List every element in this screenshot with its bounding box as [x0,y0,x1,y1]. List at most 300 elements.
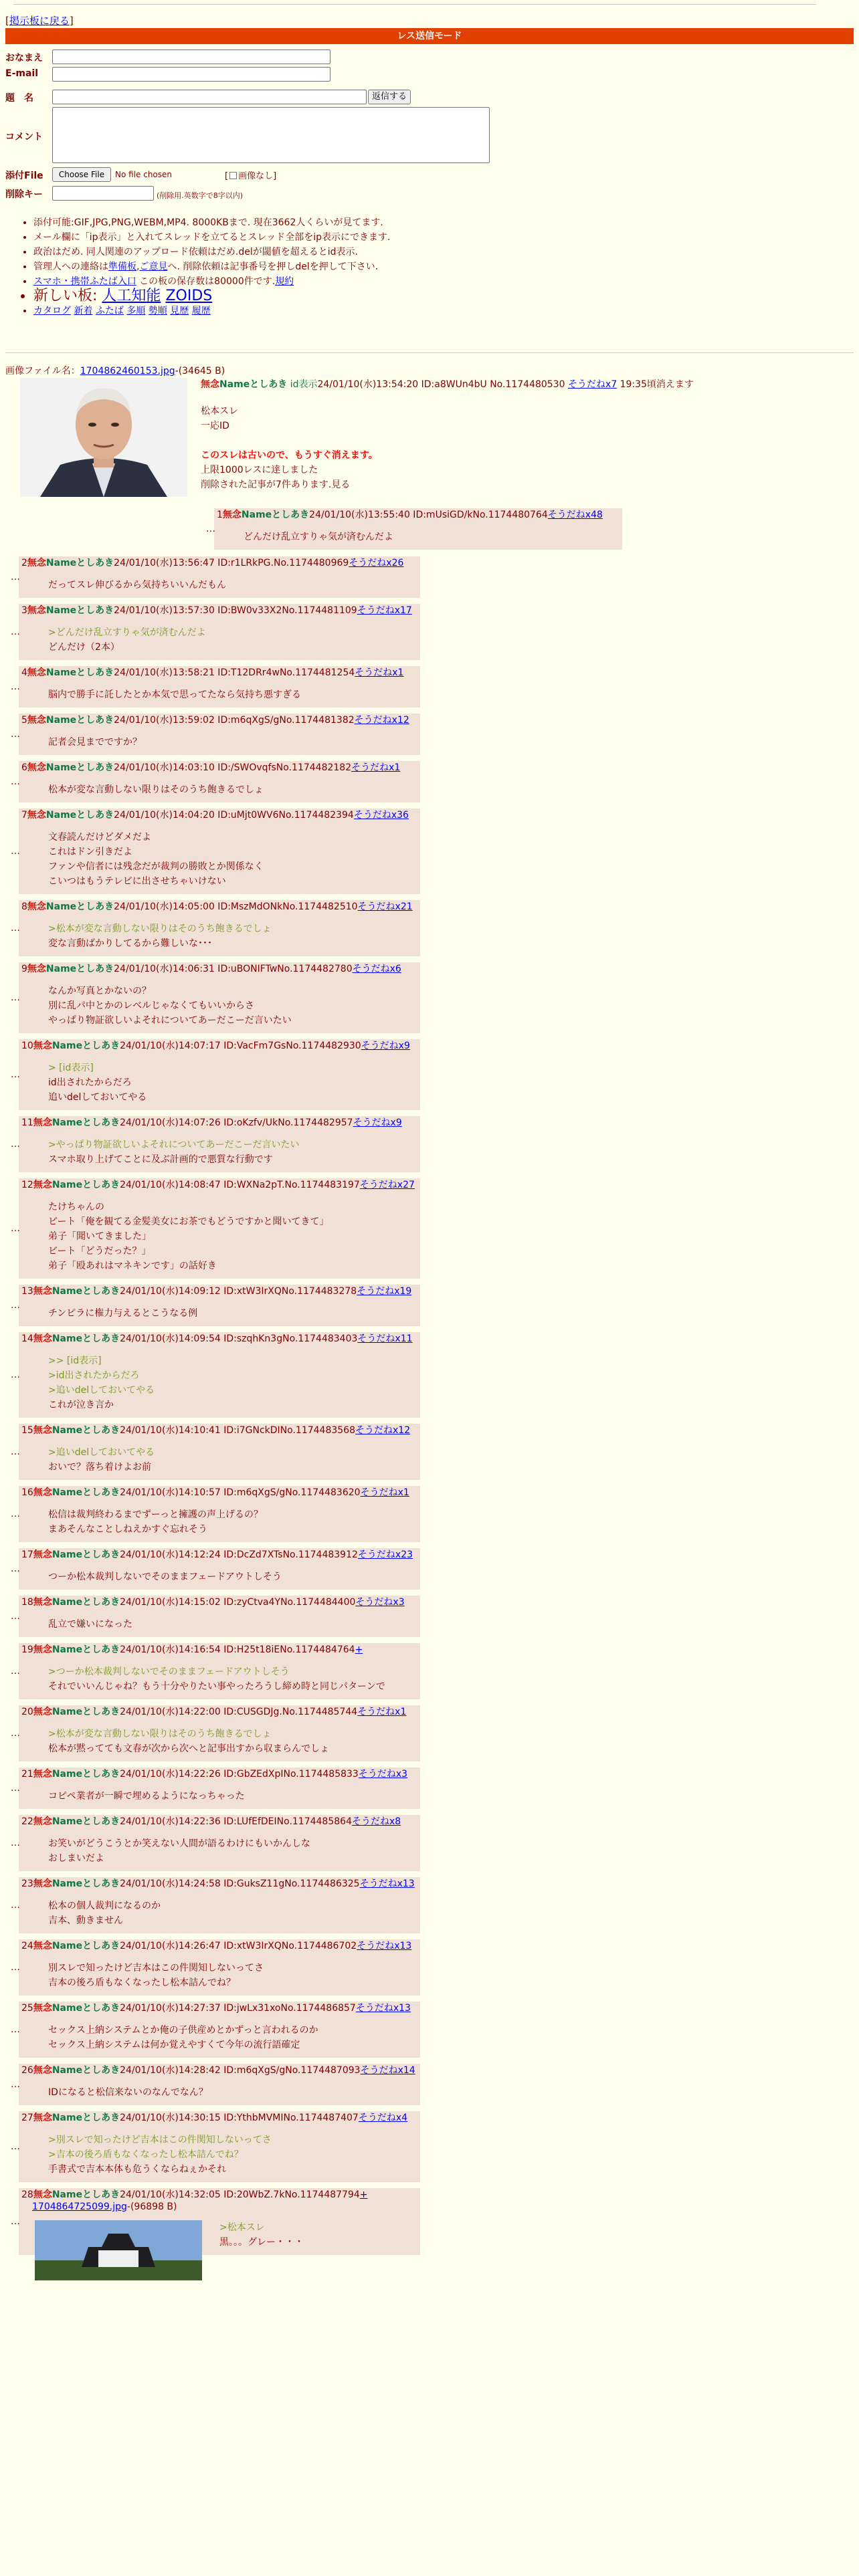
soudane-link[interactable]: そうだねx9 [361,1041,410,1051]
reply-post [11,1285,420,1326]
momentum-link[interactable]: 勢順 [148,306,167,316]
reply-id: ID:szqhKn3g [220,1333,283,1344]
reply-dots: … [11,2216,20,2227]
reply-id: ID:20WbZ.7k [220,2189,285,2200]
reply-name: Nameとしあき [52,1769,120,1780]
body-line: こいつはもうテレビに出させちゃいけない [48,876,226,887]
body-line: 別スレで知ったけど吉本はこの件関知しないってさ [48,1963,264,1973]
reply-no: No.1174481382 [279,715,355,726]
reply-title: 無念 [33,2113,52,2123]
body-line: やっぱり物証欲しいよそれについてあーだこーだ言いたい [48,1015,292,1026]
reply-number: 24 [21,1941,33,1951]
reply-body [19,1298,420,1326]
prep-board-link[interactable]: 準備板 [108,261,136,272]
reply-dots: … [11,1139,20,1150]
reply-id: ID:mUsiGD/k [409,510,473,520]
back-to-board-link[interactable]: 掲示板に戻る [9,15,70,27]
reply-body [19,1192,420,1279]
reply-no: No.1174482510 [282,901,358,912]
reply-dots: … [11,1370,20,1380]
body-line: セックス上納システムは何か覚えやすくて今年の流行語確定 [48,2040,300,2050]
back-nav: [掲示板に戻る] [5,15,74,27]
rule-item: • 管理人への連絡は準備板,ご意見へ. 削除依頼は記事番号を押しdelを押して下さい. [33,259,390,274]
comment-label: コメント [5,132,43,142]
reply-name: Nameとしあき [45,715,114,726]
board-rules [20,215,390,318]
reply-datetime: 24/01/10(水)14:08:47 [120,1180,221,1190]
reply-dots: … [11,1783,20,1794]
soudane-link[interactable]: そうだねx6 [352,964,401,974]
reply-title: 無念 [27,715,46,726]
reply-no: No.1174483278 [281,1286,357,1297]
reply-name: Nameとしあき [52,2189,120,2200]
reply-header [19,809,420,822]
reply-name: Nameとしあき [52,1425,120,1436]
reply-dots: … [11,1300,20,1311]
reply-datetime: 24/01/10(水)14:22:26 [120,1769,221,1780]
no-image-checkbox[interactable] [229,172,237,179]
reply-name: Nameとしあき [52,1707,120,1717]
reply-header [19,1939,420,1953]
reply-title: 無念 [33,1286,52,1297]
reply-number: 3 [21,605,27,616]
soudane-link[interactable]: そうだねx8 [351,1816,401,1827]
op-header: 無念Nameとしあき id表示24/01/10(水)13:54:20 ID:a8WUn4bU No.1174480530 そうだねx7 19:35頃消えます [201,379,694,390]
body-line: コピペ業者が一瞬で埋めるようになっちゃった [48,1791,245,1802]
reply-dots: … [11,1223,20,1234]
reply-file-link[interactable]: 1704864725099.jpg [32,2202,127,2212]
soudane-link[interactable]: そうだねx3 [358,1769,408,1780]
reply-no: No.1174482957 [278,1117,353,1128]
reply-header [19,962,420,976]
reply-id: ID:MszMdONk [214,901,283,912]
reply-post [11,1486,420,1542]
reply-title: 無念 [33,1549,52,1560]
reply-header [19,2188,420,2202]
delete-key-label: 削除キー [5,189,43,200]
reply-body [19,774,420,802]
board-nav [33,304,390,318]
reply-header [19,1815,420,1828]
reply-body [19,1499,420,1542]
reply-title: 無念 [33,1117,52,1128]
reply-name: Nameとしあき [52,1286,120,1297]
reply-id: ID:BW0v33X2 [214,605,282,616]
reply-header [19,2002,420,2015]
reply-datetime: 24/01/10(水)14:09:54 [120,1333,221,1344]
delete-key-note: (削除用.英数字で8字以内) [157,191,244,200]
reply-post [206,508,622,550]
reply-dots: … [11,1962,20,1973]
most-replies-link[interactable]: 多順 [126,306,146,316]
futaba-link[interactable]: ふたば [95,306,124,316]
top-divider [13,4,816,5]
reply-name: Nameとしあき [52,1879,120,1889]
reply-id: ID:VacFm7Gs [220,1041,286,1051]
reply-body [19,1891,420,1933]
body-line: これが泣き言か [48,1400,114,1410]
reply-name: Nameとしあき [52,2113,120,2123]
op-file-link[interactable]: 1704862460153.jpg [80,366,175,377]
reply-no: No.1174481109 [282,605,357,616]
rule-item: • 添付可能:GIF,JPG,PNG,WEBM,MP4. 8000KBまで. 現在3662人くらいが見てます. [33,215,390,230]
soudane-link[interactable]: そうだねx27 [359,1180,415,1190]
reply-name: Nameとしあき [52,1487,120,1498]
reply-id: ID:m6qXgS/g [220,2065,286,2076]
subject-field[interactable] [52,90,367,104]
board-link-zoids[interactable]: ZOIDS [165,288,213,304]
reply-post [11,1039,420,1110]
deleted-notice[interactable]: 削除された記事が7件あります.見る [201,479,351,490]
reply-id: ID:T12DRr4w [214,667,280,678]
reply-id: ID:oKzfv/Uk [220,1117,278,1128]
reply-dots: … [11,1509,20,1519]
reply-body [19,1346,420,1418]
new-link[interactable]: 新着 [74,306,93,316]
reply-id: ID:m6qXgS/g [214,715,280,726]
reply-name: Nameとしあき [45,558,114,568]
body-line: 吉本の後ろ盾もなくなったし松本詰んでね？ [48,1977,235,1988]
delete-key-field[interactable] [52,186,154,201]
view-history-link[interactable]: 見歴 [170,306,189,316]
reply-body [19,1130,420,1172]
reply-name: Nameとしあき [45,667,114,678]
reply-body [19,617,420,660]
reply-dots: … [11,1728,20,1739]
reply-title: 無念 [27,901,46,912]
body-line: 乱立で嫌いになった [48,1619,132,1630]
reply-title: 無念 [33,1879,52,1889]
name-field[interactable] [52,49,330,64]
reply-no: No.1174483403 [282,1333,358,1344]
reply-post [11,1643,420,1699]
file-label: 添付File [5,171,43,181]
reply-dots: … [11,2079,20,2090]
reply-dots: … [11,1611,20,1622]
quote-line: >つーか松本裁判しないでそのままフェードアウトしそう [48,1667,290,1677]
body-line: お笑いがどうこうとか笑えない人間が語るわけにもいかんしな [48,1838,310,1849]
soudane-link[interactable]: そうだねx11 [357,1333,413,1344]
body-line: まあそんなことしねえかすぐ忘れそう [48,1524,207,1535]
reply-id: ID:H25t18iE [220,1644,280,1655]
reply-post [11,2064,420,2105]
body-line: 松本が黙ってても文春が次から次へと記事出すから収まらんでしょ [48,1743,329,1754]
reply-body [19,914,420,956]
quote-line: >別スレで知ったけど吉本はこの件関知しないってさ [48,2135,272,2145]
reply-datetime: 24/01/10(水)14:12:24 [120,1549,221,1560]
reply-post [11,1877,420,1933]
reply-id: ID:jwLx31xo [220,2003,281,2014]
submit-button[interactable]: 返信する [368,90,411,104]
reply-datetime: 24/01/10(水)14:27:37 [120,2003,221,2014]
reply-image[interactable] [35,2220,202,2280]
reply-dots: … [11,1446,20,1457]
body-line: ビート「どうだった？」 [48,1246,151,1257]
reply-title: 無念 [33,1816,52,1827]
quote-line: >追いdelしておいてやる [48,1447,155,1458]
reply-number: 14 [21,1333,33,1344]
reply-title: 無念 [33,2189,52,2200]
reply-dots: … [11,2141,20,2152]
no-image-option[interactable]: [ 画像なし] [225,171,277,181]
choose-file-button[interactable]: Choose File [52,167,111,182]
soudane-link[interactable]: そうだねx1 [360,1487,409,1498]
reply-title: 無念 [33,1180,52,1190]
reply-header [19,604,420,617]
reply-body [19,976,420,1033]
reply-post [11,1332,420,1418]
reply-post [11,962,420,1033]
soudane-link[interactable]: そうだねx1 [355,667,404,678]
reply-no: No.1174485864 [276,1816,352,1827]
reply-id: ID:GuksZ11g [220,1879,285,1889]
reply-dots: … [11,2024,20,2035]
body-line: 弟子「聞いてきました」 [48,1231,151,1242]
quote-line: >やっぱり物証欲しいよそれについてあーだこーだ言いたい [48,1140,300,1150]
quote-line: >追いdelしておいてやる [48,1385,155,1396]
reply-number: 16 [21,1487,33,1498]
quote-line: >> [id表示] [48,1356,102,1366]
reply-mode-banner: レス送信モード [5,28,854,44]
body-line: 文春読んだけどダメだよ [48,832,151,843]
reply-file-info [19,2202,420,2212]
soudane-link[interactable]: そうだねx48 [547,510,603,520]
soudane-link[interactable]: そうだねx13 [359,1879,415,1889]
reply-post [11,1767,420,1809]
reply-dots: … [11,923,20,934]
soudane-link[interactable]: そうだねx19 [357,1286,412,1297]
reply-post [11,900,420,956]
reply-title: 無念 [27,762,46,773]
soudane-link[interactable]: そうだねx12 [355,1425,411,1436]
feedback-link[interactable]: ご意見 [139,261,168,272]
soudane-link[interactable]: + [359,2189,368,2200]
body-line: ファンや信者には残念だが裁判の勝敗とか関係なく [48,861,264,872]
reply-no: No.1174481254 [279,667,355,678]
reply-title: 無念 [27,810,46,821]
reply-title: 無念 [33,1597,52,1608]
op-body: 松本スレ 一応ID このスレは古いので、もうすぐ消えます。 上限1000レスに達しました 削除された記事が7件あります.見る [201,404,378,492]
body-line: id出されたからだろ [48,1077,132,1088]
rule-item: • 政治はだめ. 同人関連のアップロード依頼はだめ.delが閾値を超えるとid表示. [33,245,390,259]
reply-number: 27 [21,2113,33,2123]
reply-datetime: 24/01/10(水)14:24:58 [120,1879,221,1889]
reply-no: No.1174486325 [284,1879,360,1889]
reply-number: 17 [21,1549,33,1560]
reply-name: Nameとしあき [52,2065,120,2076]
reply-dots: … [11,1838,20,1848]
reply-name: Nameとしあき [241,510,310,520]
quote-line: >吉本の後ろ盾もなくなったし松本詰んでね？ [48,2149,244,2160]
soudane-link[interactable]: + [355,1644,363,1655]
reply-no: No.1174485744 [282,1707,358,1717]
body-line: 脳内で勝手に託したとか本気で思ってたなら気持ち悪すぎる [48,689,301,700]
reply-header [19,1116,420,1130]
reply-header [19,1039,420,1053]
email-field[interactable] [52,67,330,82]
body-line: 弟子「殴あれはマネキンです」の話好き [48,1261,217,1271]
reply-body [19,2077,420,2105]
reply-body [19,822,420,894]
reply-title: 無念 [33,1041,52,1051]
reply-name: Nameとしあき [52,1333,120,1344]
reply-body [19,1562,420,1590]
reply-header [19,1643,420,1656]
reply-body [19,1656,420,1699]
reply-post [11,1705,420,1761]
reply-post [11,604,420,660]
body-line: チンピラに権力与えるとこうなる例 [48,1308,198,1319]
reply-header [19,1332,420,1346]
reply-post [11,2188,420,2255]
body-line: これはドン引きだよ [48,847,132,857]
file-status: No file chosen [115,170,173,179]
body-line: 手書式で吉本本体も危うくならねぇかそれ [48,2164,226,2175]
reply-number: 20 [21,1707,33,1717]
reply-body [19,570,420,598]
reply-number: 5 [21,715,27,726]
reply-dots: … [11,572,20,582]
op-soudane-link[interactable]: そうだねx7 [567,379,617,390]
reply-datetime: 24/01/10(水)13:59:02 [114,715,215,726]
soudane-link[interactable]: そうだねx21 [357,901,413,912]
reply-dots: … [11,846,20,857]
soudane-link[interactable]: そうだねx12 [354,715,409,726]
soudane-link[interactable]: そうだねx3 [355,1597,405,1608]
reply-header [19,1877,420,1891]
soudane-link[interactable]: そうだねx23 [357,1549,413,1560]
reply-number: 15 [21,1425,33,1436]
reply-header [214,508,622,522]
reply-number: 2 [21,558,27,568]
new-boards: • 新しい板: 人工知能 ZOIDS [33,289,390,304]
reply-body [214,522,622,550]
reply-header [19,1178,420,1192]
reply-id: ID:uMjt0WV6 [214,810,279,821]
rule-item: • メール欄に「ip表示」と入れてスレッドを立てるとスレッド全部をip表示にできます. [33,230,390,245]
reply-datetime: 24/01/10(水)14:07:26 [120,1117,221,1128]
soudane-link[interactable]: そうだねx13 [355,2003,411,2014]
soudane-link[interactable]: そうだねx26 [349,558,404,568]
reply-dots: … [206,524,215,534]
reply-post [11,1596,420,1637]
body-line: おしまいだよ [48,1853,104,1864]
reply-name: Nameとしあき [52,1941,120,1951]
op-image[interactable] [20,378,187,497]
soudane-link[interactable]: そうだねx17 [357,605,412,616]
mobile-entry-link[interactable]: スマホ・携帯ふたば入口 [33,276,136,287]
reply-title: 無念 [27,667,46,678]
reply-name: Nameとしあき [52,1597,120,1608]
reply-number: 26 [21,2065,33,2076]
board-link-ai[interactable]: 人工知能 [102,288,161,304]
body-line: 松信は裁判終わるまでずーっと擁護の声上げるの？ [48,1509,264,1520]
reply-number: 28 [21,2189,33,2200]
reply-datetime: 24/01/10(水)14:07:17 [120,1041,221,1051]
reply-datetime: 24/01/10(水)14:10:57 [120,1487,221,1498]
reply-no: No.1174486702 [281,1941,357,1951]
reply-body [19,1781,420,1809]
reply-dots: … [11,1069,20,1080]
soudane-link[interactable]: そうだねx36 [353,810,409,821]
soudane-link[interactable]: そうだねx13 [357,1941,412,1951]
reply-dots: … [11,627,20,637]
soudane-link[interactable]: そうだねx1 [351,762,401,773]
reply-header [19,1486,420,1499]
reply-name: Nameとしあき [45,964,114,974]
reply-dots: … [11,1564,20,1574]
reply-no: No.1174483912 [282,1549,358,1560]
reply-datetime: 24/01/10(水)13:56:47 [114,558,215,568]
reply-name: Nameとしあき [52,1180,120,1190]
reply-datetime: 24/01/10(水)14:06:31 [114,964,215,974]
name-label: おなまえ [5,53,43,64]
reply-no: No.1174487794 [284,2189,360,2200]
reply-datetime: 24/01/10(水)14:22:00 [120,1707,221,1717]
reply-name: Nameとしあき [45,901,114,912]
catalog-link[interactable]: カタログ [33,306,71,316]
terms-link[interactable]: 規約 [275,276,294,287]
body-line: だってスレ伸びるから気持ちいいんだもん [48,580,226,591]
body-line: それでいいんじゃね？もう十分やりたい事やったろうし締め時と同じパターンで [48,1681,385,1692]
email-label: E-mail [5,68,39,79]
reply-number: 6 [21,762,27,773]
soudane-link[interactable]: そうだねx14 [360,2065,415,2076]
reply-number: 23 [21,1879,33,1889]
reply-post [11,2111,420,2182]
body-line: IDになると松信来ないのなんでなん？ [48,2087,208,2098]
reply-id: ID:WXNa2pT. [220,1180,285,1190]
reply-title: 無念 [27,605,46,616]
reply-no: No.1174482394 [278,810,354,821]
comment-textarea[interactable] [52,107,490,163]
history-link[interactable]: 履歴 [191,306,211,316]
reply-number: 9 [21,964,27,974]
reply-datetime: 24/01/10(水)13:55:40 [309,510,410,520]
reply-post [11,1939,420,1996]
reply-header [19,714,420,727]
reply-id: ID:CUSGDJg. [220,1707,282,1717]
reply-title: 無念 [33,1644,52,1655]
reply-number: 11 [21,1117,33,1128]
reply-dots: … [11,729,20,740]
reply-no: No.1174484764 [280,1644,355,1655]
reply-no: No.1174480969 [273,558,349,568]
reply-name: Nameとしあき [52,1816,120,1827]
reply-post [11,1116,420,1172]
reply-no: No.1174483197 [284,1180,360,1190]
reply-body [19,1719,420,1761]
reply-post [11,1178,420,1279]
reply-id: ID:LUfEfDEI [220,1816,277,1827]
reply-number: 8 [21,901,27,912]
soudane-link[interactable]: そうだねx9 [353,1117,402,1128]
reply-post [11,714,420,755]
soudane-link[interactable]: そうだねx1 [357,1707,407,1717]
body-line: 変な言動ばかりしてるから難しいな･･･ [48,938,212,949]
soudane-link[interactable]: そうだねx4 [358,2113,408,2123]
reply-no: No.1174485833 [283,1769,359,1780]
reply-header [19,1596,420,1609]
reply-datetime: 24/01/10(水)14:09:12 [120,1286,221,1297]
body-line: 追いdelしておいてやる [48,1092,147,1103]
reply-id: ID:YthbMVMI [220,2113,284,2123]
reply-name: Nameとしあき [52,1117,120,1128]
reply-post [11,761,420,802]
reply-body [19,1609,420,1637]
reply-number: 12 [21,1180,33,1190]
reply-number: 4 [21,667,27,678]
